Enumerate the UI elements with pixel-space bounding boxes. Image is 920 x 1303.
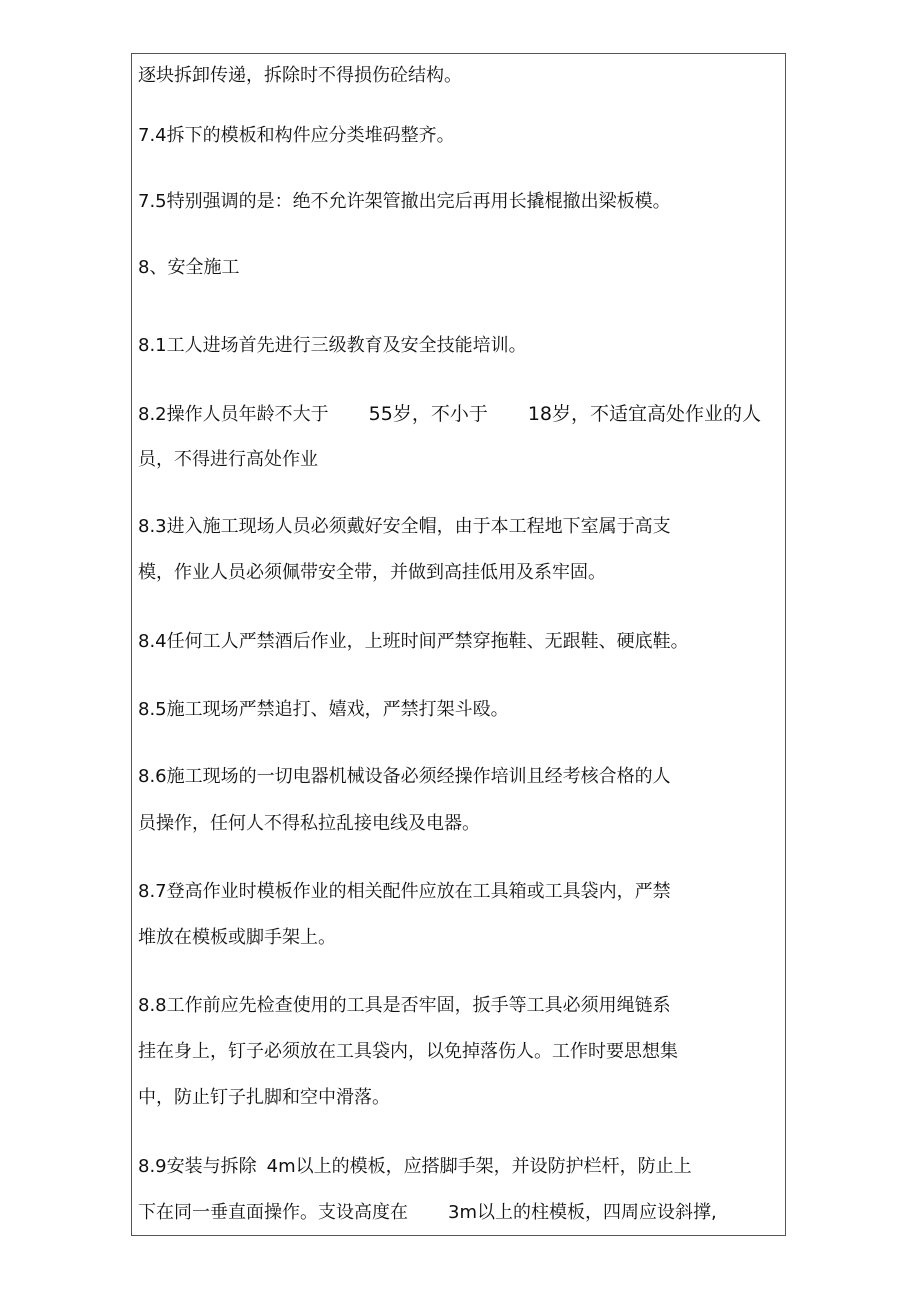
text-line-7-4: 7.4拆下的模板和构件应分类堆码整齐。: [138, 125, 455, 146]
text-line-8-7: 8.7登高作业时模板作业的相关配件应放在工具箱或工具袋内，严禁: [138, 881, 671, 902]
text-8-9-part-a: 8.9安装与拆除: [138, 1156, 257, 1177]
text-line-8-8-cont-1: 挂在身上，钉子必须放在工具袋内，以免掉落伤人。工作时要思想集: [138, 1041, 678, 1062]
text-line-8-2-cont: 员，不得进行高处作业: [138, 449, 318, 470]
text-line-8-2: [138, 402, 761, 427]
text-line-8-6: 8.6施工现场的一切电器机械设备必须经操作培训且经考核合格的人: [138, 766, 671, 787]
text-line-1: 逐块拆卸传递，拆除时不得损伤砼结构。: [138, 65, 462, 86]
text-8-2-part-c: 18岁，不适宜高处作业的人: [527, 403, 762, 425]
text-line-8-5: 8.5施工现场严禁追打、嬉戏，严禁打架斗殴。: [138, 699, 509, 720]
text-line-8-3: 8.3进入施工现场人员必须戴好安全帽，由于本工程地下室属于高支: [138, 516, 671, 537]
text-line-8-3-cont: 模，作业人员必须佩带安全带，并做到高挂低用及系牢固。: [138, 562, 606, 583]
text-8-9-part-b: 4m以上的模板，应搭脚手架，并设防护栏杆，防止上: [266, 1156, 692, 1177]
section-heading-8: 8、安全施工: [138, 257, 240, 278]
text-line-8-1: 8.1工人进场首先进行三级教育及安全技能培训。: [138, 335, 527, 356]
text-8-9-cont-part-a: 下在同一垂直面操作。支设高度在: [138, 1202, 408, 1223]
text-line-8-4: 8.4任何工人严禁酒后作业，上班时间严禁穿拖鞋、无跟鞋、硬底鞋。: [138, 631, 689, 652]
text-line-7-5: 7.5特别强调的是：绝不允许架管撤出完后再用长撬棍撤出梁板模。: [138, 191, 671, 212]
text-line-8-8: 8.8工作前应先检查使用的工具是否牢固，扳手等工具必须用绳链系: [138, 995, 671, 1016]
text-line-8-9-cont: [138, 1201, 717, 1225]
text-line-8-8-cont-2: 中，防止钉子扎脚和空中滑落。: [138, 1087, 390, 1108]
text-8-2-part-a: 8.2操作人员年龄不大于: [138, 404, 329, 425]
text-8-9-cont-part-b: 3m以上的柱模板，四周应设斜撑,: [448, 1202, 717, 1223]
text-line-8-9: [138, 1155, 692, 1179]
text-line-8-6-cont: 员操作，任何人不得私拉乱接电线及电器。: [138, 813, 480, 834]
text-line-8-7-cont: 堆放在模板或脚手架上。: [138, 927, 336, 948]
text-8-2-part-b: 55岁，不小于: [368, 403, 488, 425]
